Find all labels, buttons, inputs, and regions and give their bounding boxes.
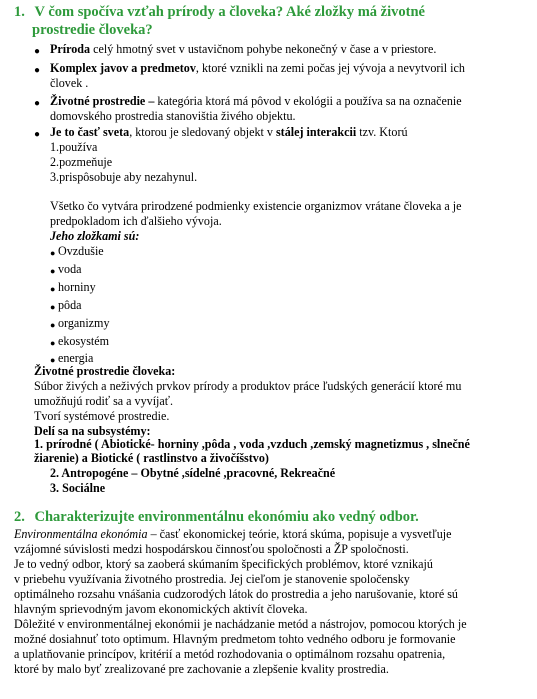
q1-env-heading: Životné prostredie človeka: — [34, 364, 176, 378]
q1-bullet-2-term: Komplex javov a predmetov — [50, 61, 196, 75]
q1-heading — [14, 4, 524, 21]
q1-bullet-4-term: Je to časť sveta — [50, 125, 130, 139]
q1-bullet-3-text: kategória ktorá má pôvod v ekológii a používa sa na označenie — [154, 94, 462, 108]
q1-subsystems-heading: Delí sa na subsystémy: — [34, 424, 151, 438]
q1-bullet-1 — [50, 42, 436, 57]
q2-p2-line3: optimálneho rozsahu vnášania cudzorodých látok do prostredia a jeho narušovanie, ktoré sú — [14, 587, 458, 601]
q1-sublist-3: 3.prispôsobuje aby nezahynul. — [50, 170, 198, 184]
q1-subsystem-2: 2. Antropogéne – Obytné ,sídelné ,pracovné, Rekreačné — [50, 466, 336, 480]
q1-env-line1: Súbor živých a neživých prvkov prírody a produktov práce ľudských generácií ktoré mu — [34, 379, 462, 393]
q1-number: 1. — [14, 4, 25, 20]
bullet-icon: ● — [50, 266, 56, 276]
q1-bullet-2 — [50, 61, 465, 76]
bullet-icon: ● — [34, 129, 41, 140]
q1-bullet-1-text: celý hmotný svet v ustavičnom pohybe nekonečný v čase a v priestore. — [90, 42, 437, 56]
q1-para1-line2: predpokladom ich ďalšieho vývoja. — [50, 214, 222, 228]
q2-number: 2. — [14, 509, 25, 525]
q1-subsystem-3: 3. Sociálne — [50, 481, 106, 495]
q1-bullet-3 — [50, 94, 462, 109]
q1-component-6: ekosystém — [58, 334, 110, 348]
q2-p3-line3: a uplatňovanie princípov, kritérií a metód rozhodovania o optimálnom rozsahu opatrenia, — [14, 647, 446, 661]
q2-definition — [14, 527, 452, 542]
bullet-icon: ● — [50, 338, 56, 348]
q1-component-3: horniny — [58, 280, 96, 294]
q2-p3-line2: možné dosiahnuť toto optimum. Hlavným predmetom tohto vedného odboru je formovanie — [14, 632, 456, 646]
q1-sublist-2: 2.pozmeňuje — [50, 155, 113, 169]
q2-title: Charakterizujte environmentálnu ekonómiu ako vedný odbor. — [34, 509, 419, 525]
q1-bullet-4 — [50, 125, 408, 140]
q2-p3-line1: Dôležité v environmentálnej ekonómii je nachádzanie metód a nástrojov, pomocou ktorých je — [14, 617, 467, 631]
q2-p2-line1: Je to vedný odbor, ktorý sa zaoberá skúmaním špecifických problémov, ktoré vznikajú — [14, 557, 433, 571]
bullet-icon: ● — [34, 46, 41, 57]
q1-component-1: Ovzdušie — [58, 244, 104, 258]
bullet-icon: ● — [50, 248, 56, 258]
bullet-icon: ● — [50, 320, 56, 330]
q1-bullet-2-cont: človek . — [50, 76, 89, 90]
q2-p3-line4: ktoré by malo byť zrealizované pre zachovanie a zlepšenie kvality prostredia. — [14, 662, 389, 676]
q1-title-line2: prostredie človeka? — [32, 22, 153, 38]
q1-para1-line1: Všetko čo vytvára prirodzené podmienky existencie organizmov vrátane človeka a je — [50, 199, 462, 213]
q1-bullet-1-term: Príroda — [50, 42, 91, 56]
q2-def-line2: vzájomné súvislosti medzi hospodárskou činnosťou spoločnosti a ŽP spoločnosti. — [14, 542, 409, 556]
q1-env-line2: umožňujú rodiť sa a vyvíjať. — [34, 394, 173, 408]
q2-def-text: – časť ekonomickej teórie, ktorá skúma, popisuje a vysvetľuje — [147, 527, 452, 541]
q1-component-4: pôda — [58, 298, 82, 312]
q2-def-term: Environmentálna ekonómia — [14, 527, 148, 541]
q2-p2-line4: hlavným sprievodným javom ekonomických aktivít človeka. — [14, 602, 308, 616]
q1-subsystem-1-line1: 1. prírodné ( Abiotické- horniny ,pôda , voda ,vzduch ,zemský magnetizmus , slnečné — [34, 437, 470, 451]
q2-heading — [14, 509, 524, 526]
q1-bullet-3-term: Životné prostredie – — [50, 94, 155, 108]
q1-sublist-1: 1.používa — [50, 140, 98, 154]
q1-bullet-3-cont: domovského prostredia stanovištia živého objektu. — [50, 109, 296, 123]
q1-bullet-4-text2: tzv. Ktorú — [356, 125, 408, 139]
q1-env-line3: Tvorí systémové prostredie. — [34, 409, 170, 423]
q1-components-label: Jeho zložkami sú: — [50, 229, 140, 243]
q1-bullet-2-text: , ktoré vznikli na zemi počas jej vývoja a nevytvoril ich — [195, 61, 465, 75]
q1-bullet-4-term2: stálej interakcii — [275, 125, 357, 139]
bullet-icon: ● — [50, 355, 56, 365]
q1-component-2: voda — [58, 262, 82, 276]
q1-subsystem-1-line2: žiarenie) a Biotické ( rastlinstvo a živočíšstvo) — [34, 451, 269, 465]
q2-p2-line2: v priebehu využívania životného prostredia. Jej cieľom je stanovenie spoločensky — [14, 572, 410, 586]
q1-component-7: energia — [58, 351, 94, 365]
q1-bullet-4-text: , ktorou je sledovaný objekt v — [129, 125, 276, 139]
q1-component-5: organizmy — [58, 316, 110, 330]
bullet-icon: ● — [50, 302, 56, 312]
q1-title-line1: V čom spočíva vzťah prírody a človeka? Aké zložky má životné — [34, 4, 425, 20]
bullet-icon: ● — [34, 65, 41, 76]
bullet-icon: ● — [34, 98, 41, 109]
bullet-icon: ● — [50, 284, 56, 294]
